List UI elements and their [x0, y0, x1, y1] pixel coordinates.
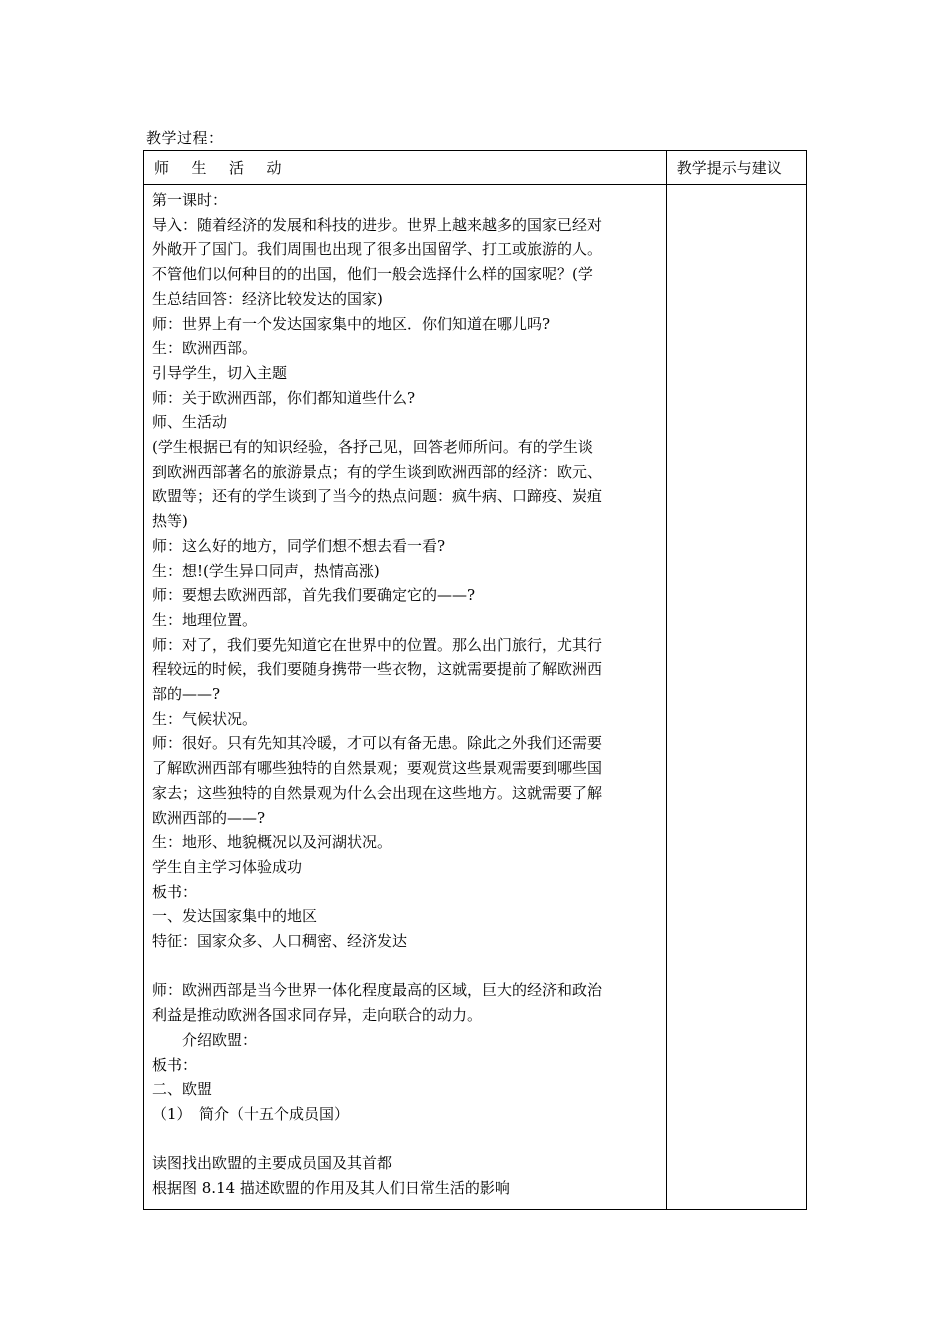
blank-line [152, 1127, 660, 1152]
text-line: 特征：国家众多、人口稠密、经济发达 [152, 932, 408, 951]
header-char: 生 [191, 159, 208, 177]
header-char: 活 [229, 159, 245, 177]
text-line: 师：对了，我们要先知道它在世界中的位置。那么出门旅行，尤其行 [152, 635, 603, 654]
text-line: 生：地形、地貌概况以及河湖状况。 [152, 833, 393, 852]
text-line: 生：地理位置。 [152, 610, 258, 629]
text-line: 师：欧洲西部是当今世界一体化程度最高的区域，巨大的经济和政治 [152, 981, 603, 1000]
text-line: 师：世界上有一个发达国家集中的地区．你们知道在哪儿吗? [152, 314, 551, 333]
text-line: 师、生活动 [152, 413, 228, 432]
text-line: 了解欧洲西部有哪些独特的自然景观；要观赏这些景观需要到哪些国 [152, 759, 603, 778]
text-line: 导入：随着经济的发展和科技的进步。世界上越来越多的国家已经对 [152, 215, 603, 234]
activity-content [144, 185, 667, 1210]
text-line: 师：这么好的地方，同学们想不想去看一看? [152, 536, 446, 555]
text-line: 欧洲西部的——? [152, 808, 266, 827]
text-line: (学生根据已有的知识经验，各抒己见，回答老师所问。有的学生谈 [152, 438, 593, 457]
text-line: 利益是推动欧洲各国求同存异，走向联合的动力。 [152, 1006, 483, 1025]
text-line: 家去；这些独特的自然景观为什么会出现在这些地方。这就需要了解 [152, 783, 603, 802]
header-teaching-tips: 教学提示与建议 [666, 151, 806, 185]
text-line: 引导学生，切入主题 [152, 363, 288, 382]
section-title: 教学过程： [146, 129, 224, 147]
header-char: 师 [154, 159, 170, 177]
text-line: 生：想!(学生异口同声，热情高涨) [152, 561, 380, 580]
header-teacher-student-activity [144, 151, 667, 185]
text-line: 热等) [152, 512, 188, 531]
teaching-tips-cell [666, 185, 806, 1210]
text-line: 学生自主学习体验成功 [152, 857, 303, 876]
text-line: 介绍欧盟： [182, 1030, 258, 1049]
text-line: 欧盟等；还有的学生谈到了当今的热点问题：疯牛病、口蹄疫、炭疽 [152, 487, 603, 506]
text-line: 根据图 8.14 描述欧盟的作用及其人们日常生活的影响 [152, 1179, 510, 1198]
table-header-row [144, 151, 807, 185]
blank-line [152, 954, 660, 979]
lesson-plan-table [143, 150, 807, 1210]
text-line: 外敞开了国门。我们周围也出现了很多出国留学、打工或旅游的人。 [152, 240, 603, 259]
text-line: 不管他们以何种目的的出国，他们一般会选择什么样的国家呢？(学 [152, 265, 593, 284]
text-line: 程较远的时候，我们要随身携带一些衣物，这就需要提前了解欧洲西 [152, 660, 603, 679]
text-line: （1） 简介（十五个成员国） [152, 1105, 350, 1123]
text-line: 二、欧盟 [152, 1080, 213, 1099]
text-line: 师：很好。只有先知其冷暖，才可以有备无患。除此之外我们还需要 [152, 734, 603, 753]
text-line: 一、发达国家集中的地区 [152, 907, 318, 926]
text-line: 到欧洲西部著名的旅游景点；有的学生谈到欧洲西部的经济：欧元、 [152, 462, 603, 481]
text-line: 板书： [152, 882, 198, 901]
table-body-row [144, 185, 807, 1210]
text-line: 生总结回答：经济比较发达的国家) [152, 289, 383, 308]
text-line: 生：欧洲西部。 [152, 339, 258, 358]
text-line: 师：要想去欧洲西部，首先我们要确定它的——? [152, 586, 476, 605]
text-line: 第一课时： [152, 191, 228, 209]
text-line: 师：关于欧洲西部，你们都知道些什么? [152, 388, 416, 407]
header-char: 动 [266, 159, 283, 177]
text-line: 读图找出欧盟的主要成员国及其首都 [152, 1154, 393, 1173]
text-line: 生：气候状况。 [152, 709, 258, 728]
text-line: 部的——? [152, 685, 221, 704]
text-line: 板书： [152, 1055, 198, 1074]
